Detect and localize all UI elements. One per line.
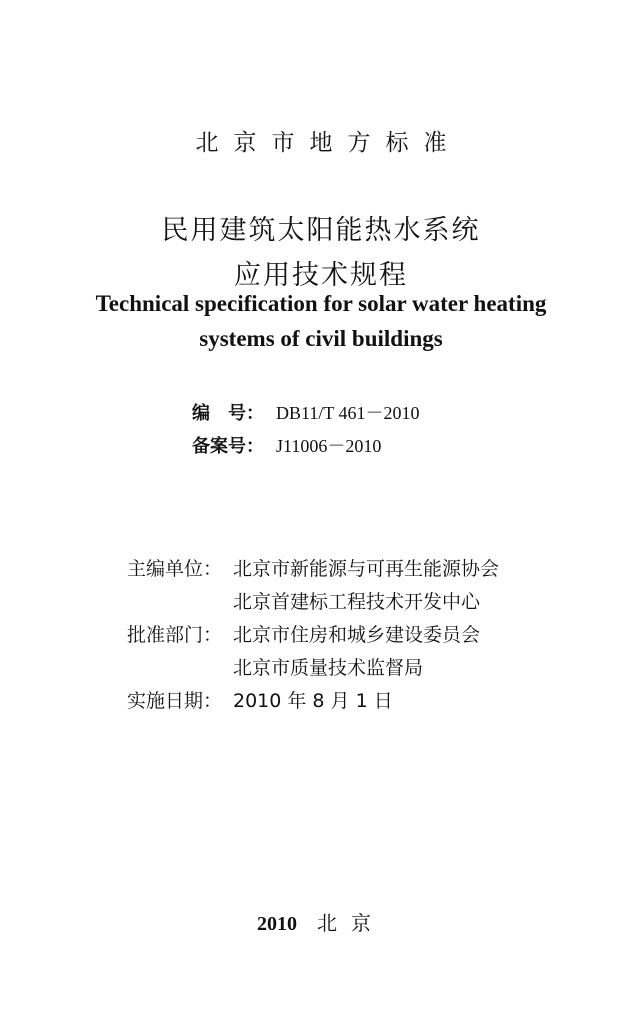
approver-row-1 — [127, 620, 480, 647]
approver-row-2 — [127, 653, 423, 680]
standard-number-label: 编 号： — [192, 403, 264, 424]
title-en-line1: Technical specification for solar water heating — [95, 291, 547, 316]
approver-label: 批准部门： — [127, 624, 223, 646]
approver-org-1: 北京市住房和城乡建设委员会 — [233, 624, 481, 646]
editor-row-1 — [127, 554, 499, 581]
footer — [0, 907, 642, 936]
record-number-row — [192, 432, 381, 458]
title-zh-line2: 应用技术规程 — [234, 260, 408, 291]
standard-number-row — [192, 399, 420, 425]
record-number-label: 备案号： — [192, 436, 264, 457]
approver-org-2: 北京市质量技术监督局 — [233, 657, 424, 679]
title-zh-line1: 民用建筑太阳能热水系统 — [161, 215, 481, 246]
footer-year: 2010 — [257, 913, 297, 935]
editor-row-2 — [127, 587, 480, 614]
title-en-line2: systems of civil buildings — [199, 326, 443, 351]
standard-type: 北京市地方标准 — [195, 130, 462, 156]
editor-label: 主编单位： — [127, 558, 223, 580]
date-row — [127, 686, 393, 713]
standard-number-value: DB11/T 461－2010 — [276, 403, 420, 423]
editor-org-1: 北京市新能源与可再生能源协会 — [233, 558, 500, 580]
date-label: 实施日期： — [127, 690, 223, 712]
footer-city: 北京 — [317, 911, 385, 935]
record-number-value: J11006－2010 — [276, 436, 382, 456]
editor-org-2: 北京首建标工程技术开发中心 — [233, 591, 481, 613]
date-value: 2010 年 8 月 1 日 — [233, 690, 393, 712]
